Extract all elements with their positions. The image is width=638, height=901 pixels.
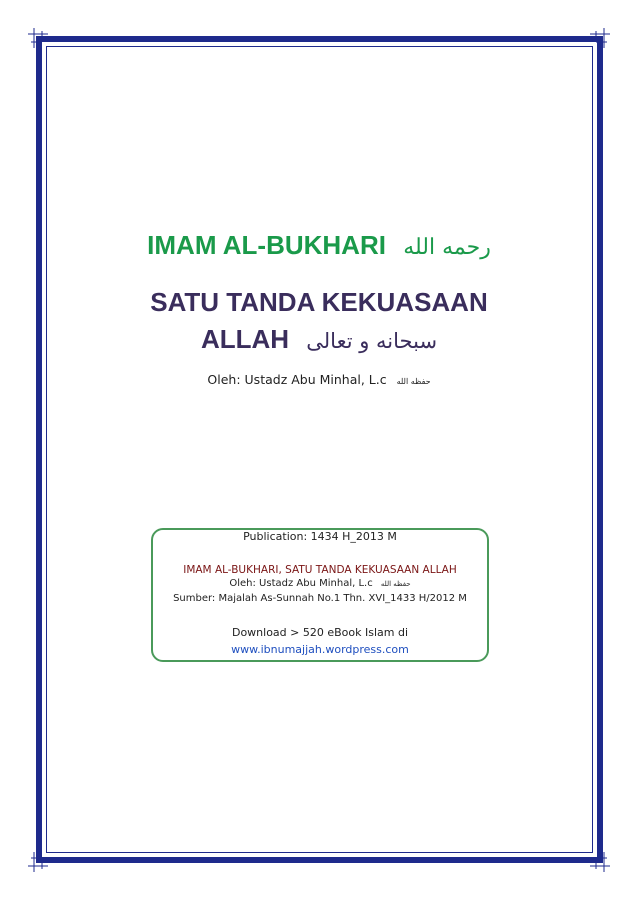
cover-title xyxy=(0,230,638,261)
book-title: IMAM AL-BUKHARI, SATU TANDA KEKUASAAN ALLAH xyxy=(183,564,457,576)
publication-info-box xyxy=(151,528,489,662)
book-author-text: Oleh: Ustadz Abu Minhal, L.c xyxy=(229,578,373,589)
publication-date: Publication: 1434 H_2013 M xyxy=(243,530,397,543)
corner-ornament-icon xyxy=(28,28,48,48)
cover-title-arabic: رحمه الله xyxy=(403,235,491,260)
book-source: Sumber: Majalah As-Sunnah No.1 Thn. XVI_1433 H/2012 M xyxy=(173,593,467,604)
page-border-inner xyxy=(46,46,593,853)
byline-text: Oleh: Ustadz Abu Minhal, L.c xyxy=(207,372,387,387)
cover-heading: SATU TANDA KEKUASAAN xyxy=(150,287,488,317)
byline-arabic: حفظه الله xyxy=(396,377,431,386)
corner-ornament-icon xyxy=(590,28,610,48)
book-author xyxy=(153,578,487,589)
cover-title-text: IMAM AL-BUKHARI xyxy=(147,230,386,260)
cover-byline xyxy=(0,372,638,387)
book-author-arabic: حفظه الله xyxy=(380,580,411,588)
cover-subtitle-text: ALLAH xyxy=(200,324,290,354)
website-link[interactable]: www.ibnumajjah.wordpress.com xyxy=(231,643,409,656)
corner-ornament-icon xyxy=(590,852,610,872)
download-note: Download > 520 eBook Islam di xyxy=(231,626,409,639)
cover-subtitle-arabic: سبحانه و تعالى xyxy=(306,329,438,353)
corner-ornament-icon xyxy=(28,852,48,872)
cover-subtitle xyxy=(0,324,638,355)
